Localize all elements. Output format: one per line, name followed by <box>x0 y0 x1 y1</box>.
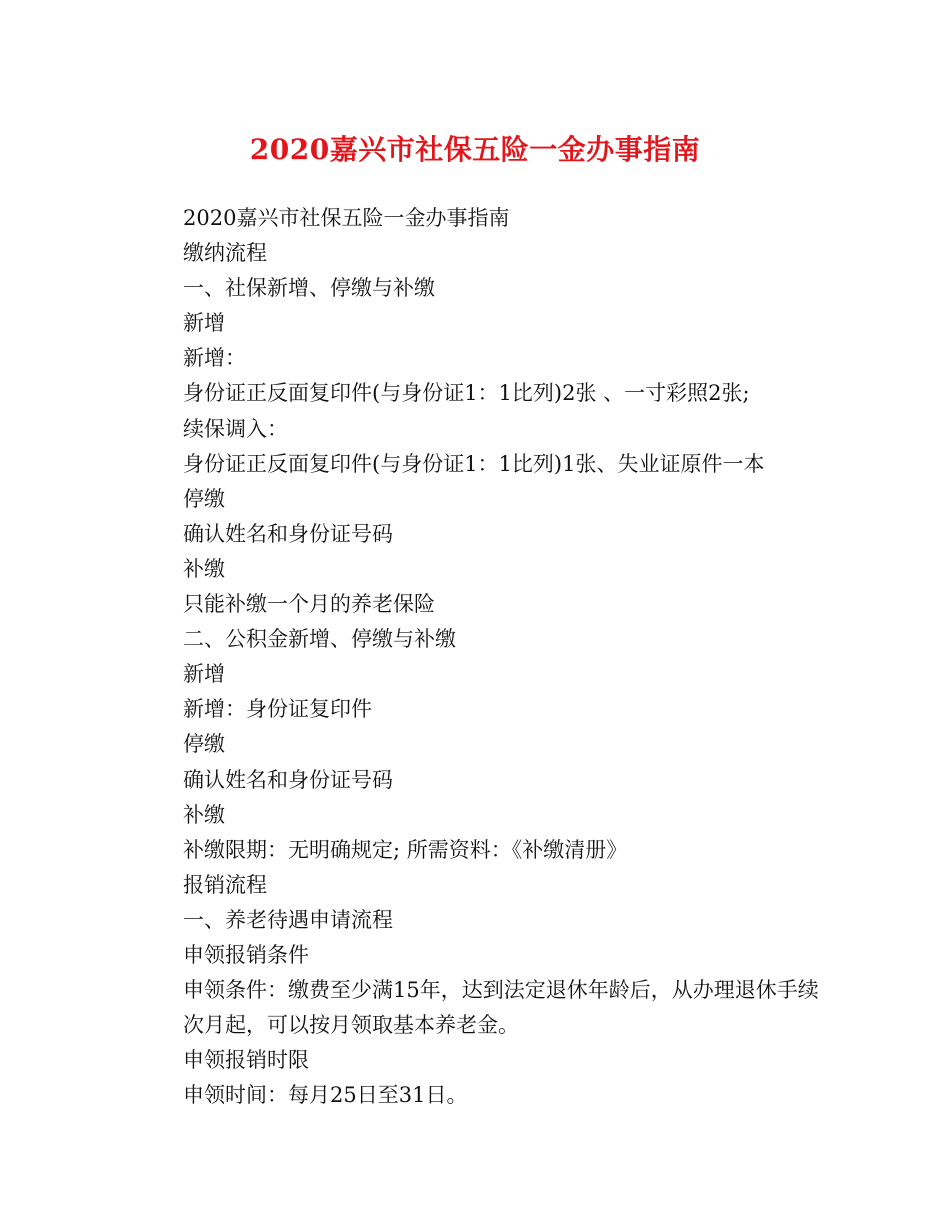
body-line: 申领报销时限 <box>183 1048 309 1073</box>
body-line: 只能补缴一个月的养老保险 <box>183 592 435 617</box>
subsection-heading: 二、公积金新增、停缴与补缴 <box>183 627 456 652</box>
body-line: 新增：身份证复印件 <box>183 697 372 722</box>
body-line: 补缴限期：无明确规定; 所需资料：《补缴清册》 <box>183 837 628 862</box>
body-paragraph: 申领条件：缴费至少满15年，达到法定退休年龄后，从办理退休手续次月起，可以按月领取基本养老金。 <box>183 978 819 1038</box>
subsection-heading: 一、养老待遇申请流程 <box>183 907 393 932</box>
body-line: 申领报销条件 <box>183 942 309 967</box>
document-body <box>140 201 830 1113</box>
body-line: 确认姓名和身份证号码 <box>183 767 393 792</box>
body-line: 新增： <box>183 346 246 371</box>
document-title: 2020嘉兴市社保五险一金办事指南 <box>249 133 701 166</box>
subsection-heading: 一、社保新增、停缴与补缴 <box>183 276 435 301</box>
body-line: 确认姓名和身份证号码 <box>183 521 393 546</box>
body-line: 停缴 <box>183 486 225 511</box>
body-line: 停缴 <box>183 732 225 757</box>
body-line: 补缴 <box>183 556 225 581</box>
body-line: 续保调入： <box>183 416 288 441</box>
section-heading: 缴纳流程 <box>183 241 267 266</box>
body-line: 身份证正反面复印件(与身份证1：1比列)2张 、一寸彩照2张; <box>183 381 750 406</box>
body-line: 新增 <box>183 662 225 687</box>
body-line: 2020嘉兴市社保五险一金办事指南 <box>183 206 510 230</box>
body-line: 身份证正反面复印件(与身份证1：1比列)1张、失业证原件一本 <box>183 451 765 476</box>
body-line: 补缴 <box>183 802 225 827</box>
body-line: 申领时间：每月25日至31日。 <box>183 1083 468 1108</box>
section-heading: 报销流程 <box>183 872 267 897</box>
body-line: 新增 <box>183 311 225 336</box>
